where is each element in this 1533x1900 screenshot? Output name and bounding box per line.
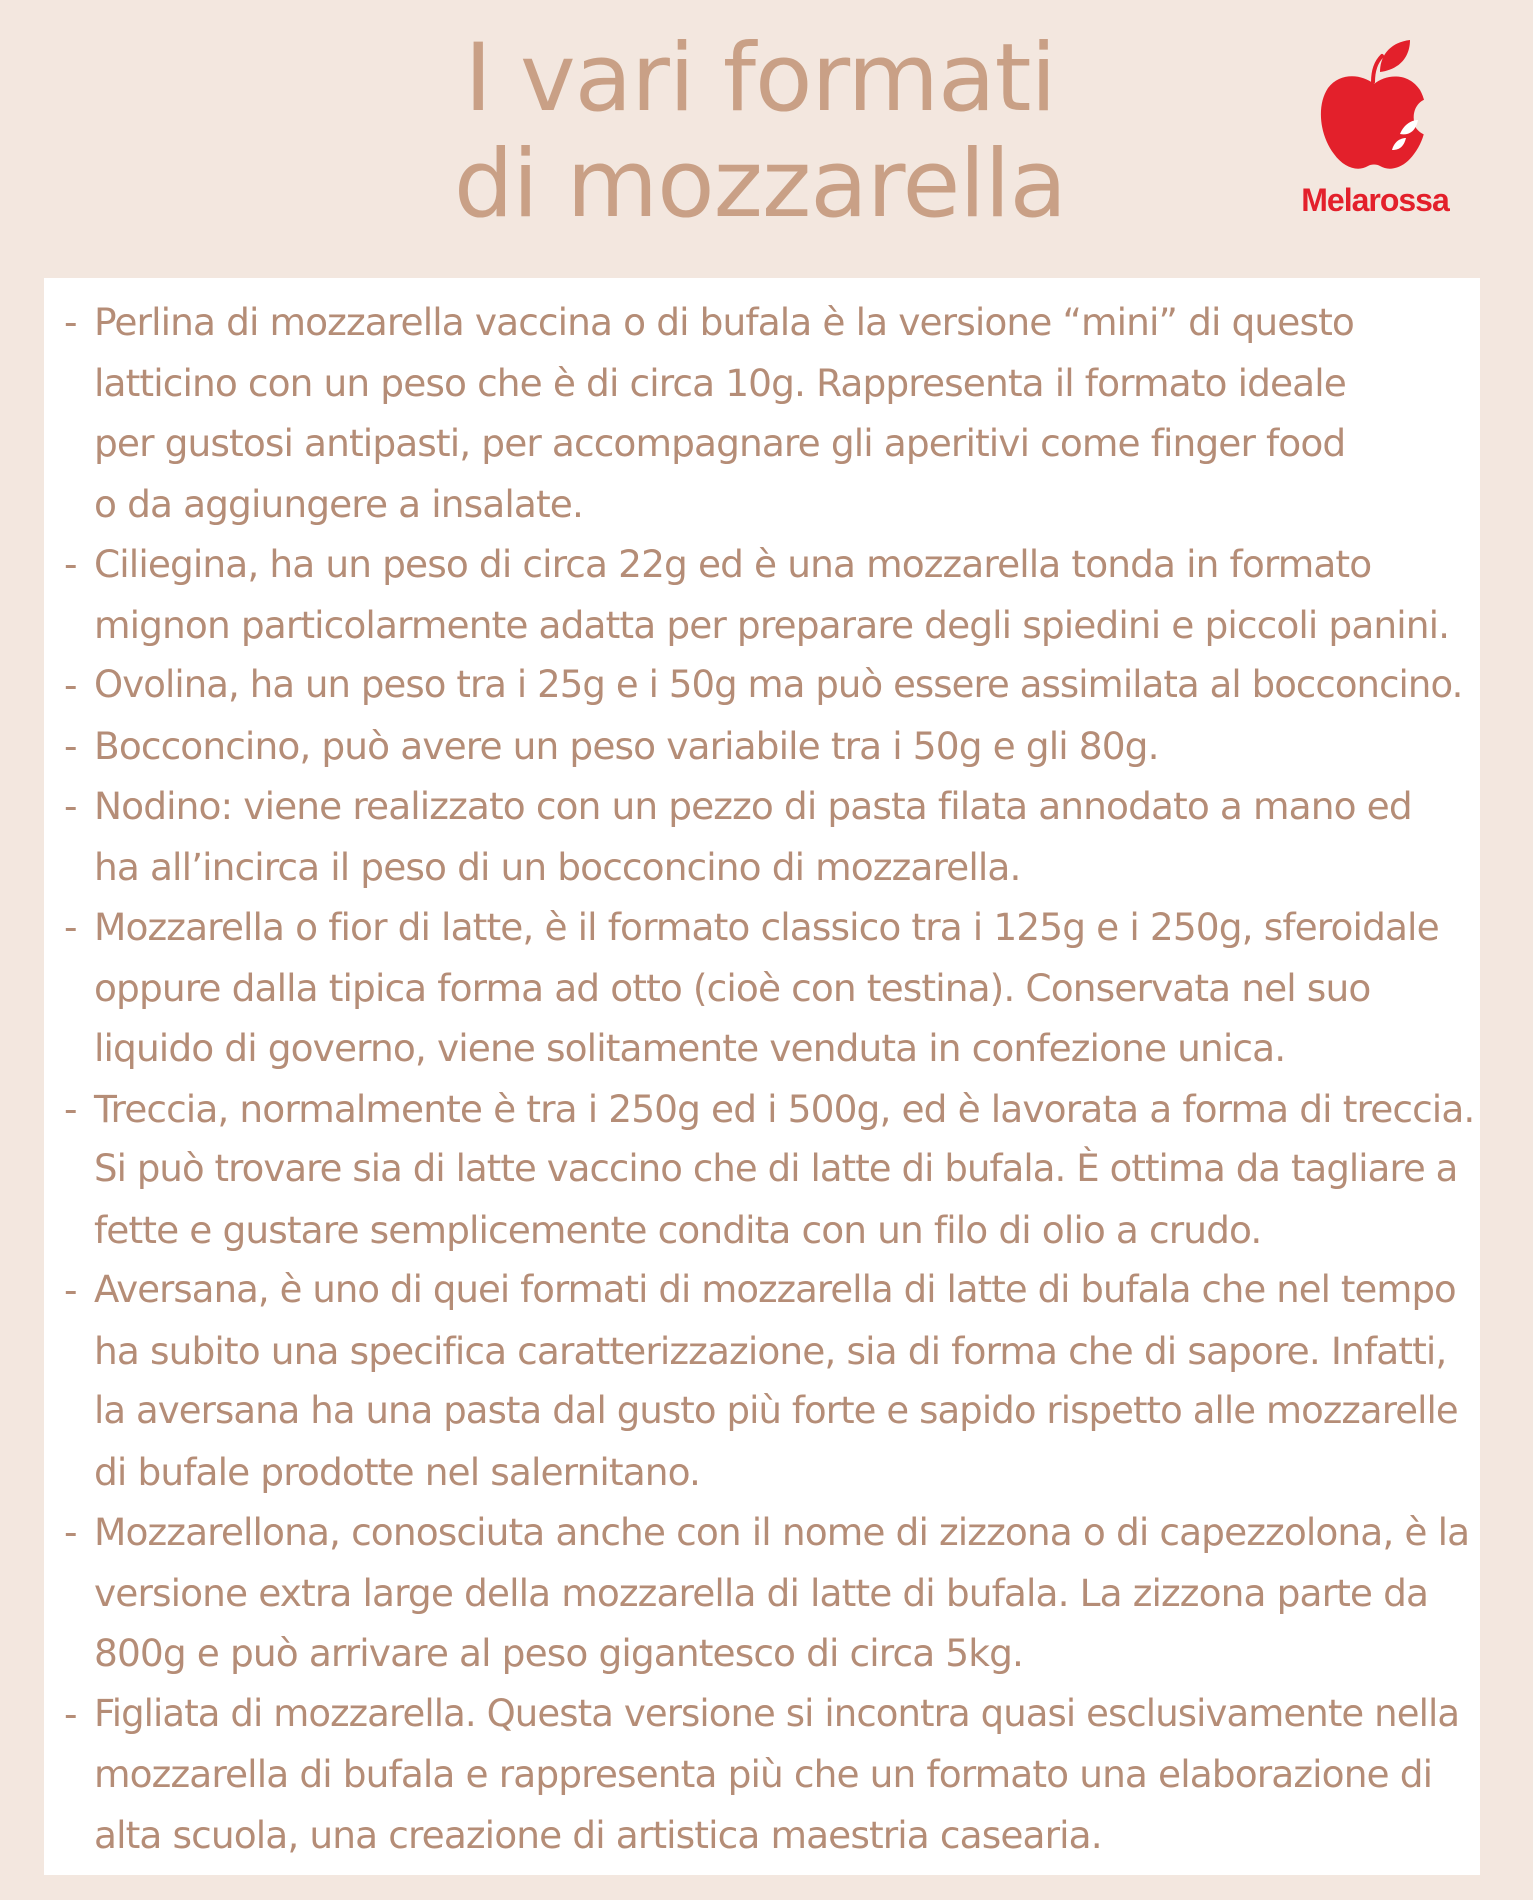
list-item [64, 897, 1474, 1079]
list-item-line: o da aggiungere a insalate. [94, 481, 583, 526]
bullet-dash: - [64, 784, 77, 828]
list-item-line: oppure dalla tipica forma ad otto (cioè con testina). Conservata nel suo [94, 965, 1371, 1010]
bullet-dash: - [64, 1510, 77, 1554]
bullet-dash: - [64, 663, 77, 707]
list-item [64, 716, 1474, 777]
list-item-line: mignon particolarmente adatta per preparare degli spiedini e piccoli panini. [94, 602, 1450, 647]
list-item-line: 800g e può arrivare al peso gigantesco di circa 5kg. [94, 1631, 1024, 1675]
bullet-dash: - [64, 723, 77, 768]
list-item-line: Ciliegina, ha un peso di circa 22g ed è una mozzarella tonda in formato [94, 542, 1372, 586]
page-title [420, 26, 1100, 238]
list-item-line: Perlina di mozzarella vaccina o di bufala è la versione “mini” di questo [94, 300, 1354, 344]
list-item-line: la aversana ha una pasta dal gusto più forte e sapido rispetto alle mozzarelle [94, 1389, 1458, 1432]
list-item-line: liquido di governo, viene solitamente venduta in confezione unica. [94, 1026, 1286, 1070]
list-item [64, 1079, 1474, 1261]
brand-name: Melarossa [1301, 182, 1449, 218]
list-item-line: alta scuola, una creazione di artistica maestria casearia. [94, 1812, 1102, 1857]
list-item [64, 655, 1474, 716]
list-item-line: ha subito una specifica caratterizzazione, sia di forma che di sapore. Infatti, [94, 1328, 1447, 1373]
bullet-dash: - [64, 1086, 77, 1131]
list-item-line: Mozzarella o fior di latte, è il formato classico tra i 125g e i 250g, sferoidale [94, 905, 1439, 949]
bullet-dash: - [64, 300, 77, 344]
list-item-line: Treccia, normalmente è tra i 250g ed i 500g, ed è lavorata a forma di treccia. [94, 1086, 1475, 1131]
list-item [64, 1502, 1474, 1684]
list-item-line: latticino con un peso che è di circa 10g. Rappresenta il formato ideale [94, 360, 1346, 405]
list-item-line: di bufale prodotte nel salernitano. [94, 1449, 701, 1494]
list-item-line: Ovolina, ha un peso tra i 25g e i 50g ma può essere assimilata al bocconcino. [94, 663, 1463, 706]
list-item [64, 534, 1474, 655]
list-item [64, 1260, 1474, 1502]
bullet-dash: - [64, 1691, 77, 1736]
title-line-1: I vari formati [464, 24, 1056, 133]
list-item-line: Mozzarellona, conosciuta anche con il nome di zizzona o di capezzolona, è la [94, 1510, 1470, 1554]
bullet-dash: - [64, 1268, 77, 1312]
bullet-dash: - [64, 542, 77, 586]
melarossa-logo [1290, 38, 1460, 228]
list-item-line: fette e gustare semplicemente condita con un filo di olio a crudo. [94, 1207, 1262, 1252]
list-item-line: mozzarella di bufala e rappresenta più che un formato una elaborazione di [94, 1752, 1433, 1796]
list-item-line: Aversana, è uno di quei formati di mozzarella di latte di bufala che nel tempo [94, 1268, 1456, 1311]
list-item-line: Figliata di mozzarella. Questa versione si incontra quasi esclusivamente nella [94, 1691, 1460, 1735]
list-item [64, 776, 1474, 897]
content-card [44, 278, 1480, 1875]
apple-icon [1318, 38, 1430, 174]
format-list [64, 292, 1474, 1865]
bullet-dash: - [64, 905, 77, 949]
list-item [64, 292, 1474, 534]
list-item [64, 1684, 1474, 1866]
list-item-line: ha all’incirca il peso di un bocconcino di mozzarella. [94, 844, 1021, 889]
list-item-line: versione extra large della mozzarella di latte di bufala. La zizzona parte da [94, 1570, 1429, 1615]
list-item-line: per gustosi antipasti, per accompagnare gli aperitivi come finger food [94, 421, 1346, 465]
list-item-line: Nodino: viene realizzato con un pezzo di pasta filata annodato a mano ed [94, 784, 1412, 828]
list-item-line: Bocconcino, può avere un peso variabile tra i 50g e gli 80g. [94, 723, 1159, 768]
title-line-2: di mozzarella [453, 130, 1067, 239]
list-item-line: Si può trovare sia di latte vaccino che di latte di bufala. È ottima da tagliare a [94, 1147, 1458, 1190]
